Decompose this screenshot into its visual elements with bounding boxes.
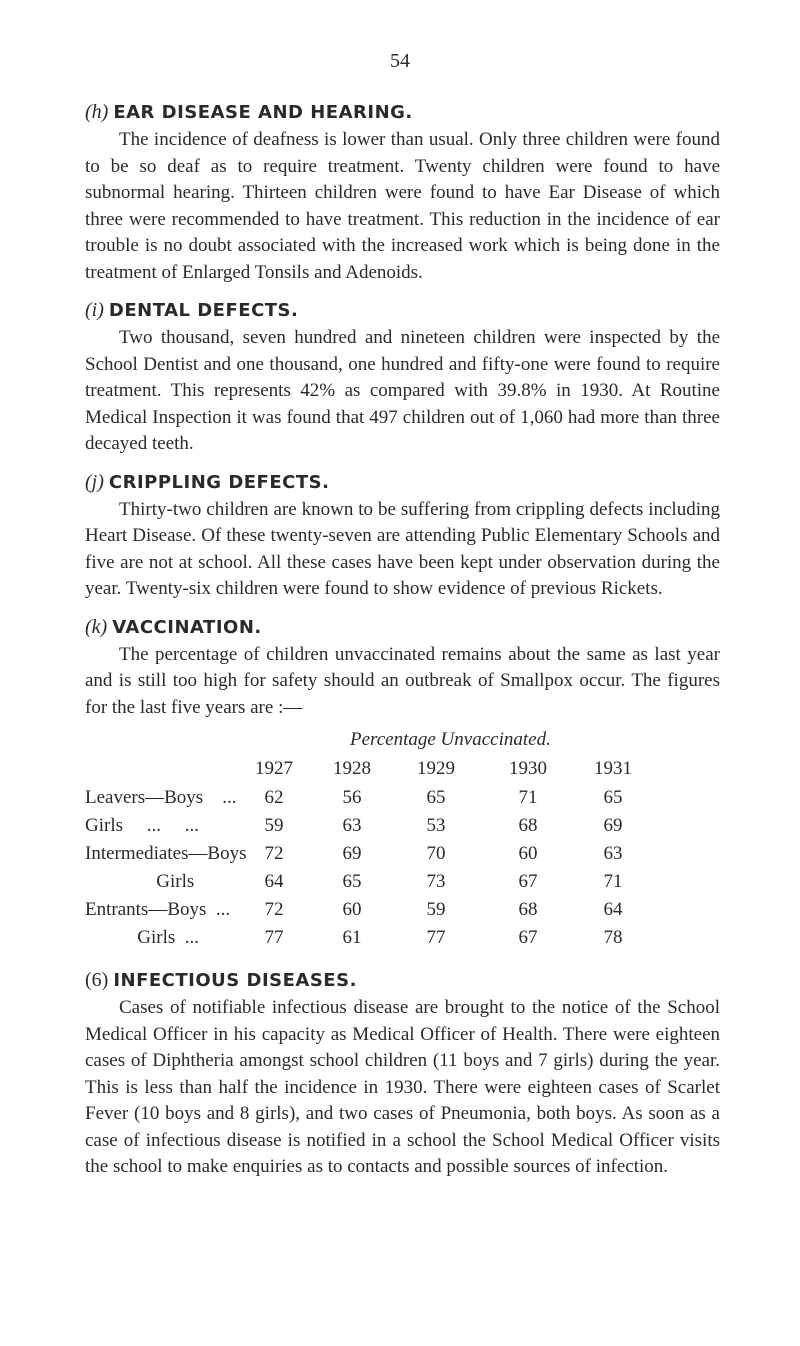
table-row [85, 871, 745, 897]
table-cell: 77 [264, 927, 284, 948]
section-title: EAR DISEASE AND HEARING. [113, 102, 413, 123]
table-cell: 72 [264, 843, 284, 864]
table-cell: 71 [518, 787, 538, 808]
heading-crippling-defects [85, 468, 720, 497]
table-header-row [85, 758, 745, 784]
page-content [85, 88, 720, 1181]
row-label: Girls ... [85, 927, 199, 948]
table-cell: 68 [518, 899, 538, 920]
section-mark: (j) [85, 470, 104, 493]
table-cell: 65 [342, 871, 362, 892]
table-cell: 59 [426, 899, 446, 920]
year-header: 1929 [417, 758, 455, 779]
table-cell: 60 [342, 899, 362, 920]
row-label: Entrants—Boys ... [85, 899, 231, 920]
table-cell: 73 [426, 871, 446, 892]
row-label: Girls ... ... [85, 815, 199, 836]
table-row [85, 899, 745, 925]
table-cell: 71 [603, 871, 623, 892]
section-title: INFECTIOUS DISEASES. [113, 970, 357, 991]
table-cell: 56 [342, 787, 362, 808]
paragraph-crippling-defects: Thirty-two children are known to be suffering from crippling defects including Heart Disease. Of these twenty-seven are attending Public Elementary Schools and five are not at school. All these cases have been kept under observation during the year. Twenty-six children were found to show evidence of previous Rickets. [85, 498, 720, 599]
year-header: 1931 [594, 758, 632, 779]
page-number: 54 [390, 50, 410, 72]
section-mark: (i) [85, 299, 104, 321]
table-cell: 69 [342, 843, 362, 864]
table-cell: 59 [264, 815, 284, 836]
heading-vaccination [85, 613, 720, 642]
year-header: 1928 [333, 758, 371, 779]
year-header: 1927 [255, 758, 293, 779]
table-cell: 60 [518, 843, 538, 864]
table-row [85, 815, 745, 841]
table-row [85, 787, 745, 813]
vaccination-table [85, 721, 720, 1016]
section-title: DENTAL DEFECTS. [108, 300, 299, 321]
row-label: Intermediates—Boys [85, 843, 247, 864]
table-cell: 65 [426, 787, 446, 808]
row-label: Leavers—Boys ... [85, 787, 237, 808]
table-cell: 63 [603, 843, 623, 864]
table-cell: 68 [518, 815, 538, 836]
table-cell: 69 [603, 815, 623, 836]
table-cell: 77 [426, 927, 446, 948]
table-cell: 78 [603, 927, 623, 948]
table-caption: Percentage Unvaccinated. [350, 729, 551, 750]
row-label: Girls [85, 871, 195, 892]
paragraph-ear-disease: The incidence of deafness is lower than usual. Only three children were found to be so deaf as to require treatment. Twenty children were found to have subnormal hearing. Thirteen children were found to have Ear Disease of which three were recommended to have treatment. This reduction in the incidence of ear trouble is no doubt associated with the increased work which is being done in the treatment of Enlarged Tonsils and Adenoids. [85, 129, 720, 283]
table-cell: 65 [603, 787, 623, 808]
table-cell: 70 [426, 843, 446, 864]
table-row [85, 927, 745, 953]
table-cell: 67 [518, 927, 538, 948]
table-cell: 53 [426, 815, 446, 836]
section-mark: (k) [85, 615, 108, 638]
year-header: 1930 [509, 758, 547, 779]
table-cell: 61 [342, 927, 362, 948]
paragraph-vaccination: The percentage of children unvaccinated remains about the same as last year and is still too high for safety should an outbreak of Smallpox occur. The figures for the last five years are :— [85, 643, 720, 718]
table-cell: 64 [264, 871, 284, 892]
paragraph-dental-defects: Two thousand, seven hundred and nineteen children were inspected by the School Dentist and one thousand, one hundred and fifty-one were found to require treatment. This represents 42% as compared with 39.8% in 1930. At Routine Medical Inspection it was found that 497 children out of 1,060 had more than three decayed teeth. [85, 327, 720, 454]
section-title: VACCINATION. [112, 616, 262, 638]
table-cell: 72 [264, 899, 284, 920]
section-mark: (6) [85, 969, 109, 991]
heading-dental-defects [85, 296, 720, 325]
section-mark: (h) [85, 101, 109, 123]
heading-ear-disease [85, 98, 720, 127]
table-cell: 67 [518, 871, 538, 892]
section-title: CRIPPLING DEFECTS. [108, 471, 330, 493]
table-cell: 63 [342, 815, 362, 836]
paragraph-infectious-diseases: Cases of notifiable infectious disease are brought to the notice of the School Medical Officer in his capacity as Medical Officer of Health. There were eighteen cases of Diphtheria amongst school children (11 boys and 7 girls) during the year. This is less than half the incidence in 1930. There were eighteen cases of Scarlet Fever (10 boys and 8 girls), and two cases of Pneumonia, both boys. As soon as a case of infectious disease is notified in a school the School Medical Officer visits the school to make enquiries as to contacts and possible sources of infection. [85, 997, 720, 1177]
table-row [85, 843, 745, 869]
table-cell: 64 [603, 899, 623, 920]
table-cell: 62 [264, 787, 284, 808]
